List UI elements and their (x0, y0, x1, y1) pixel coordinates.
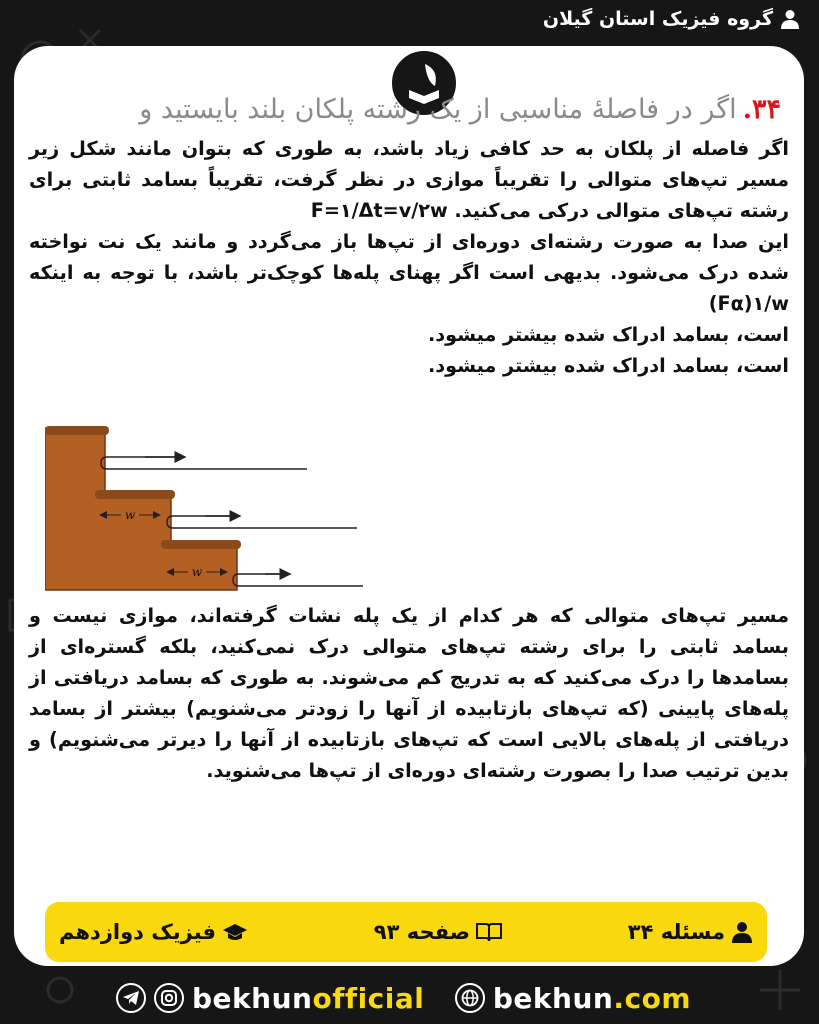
staircase-figure (45, 424, 365, 596)
website-suffix: .com (613, 981, 691, 1015)
stair-tread-1 (45, 426, 109, 435)
telegram-icon[interactable] (116, 983, 146, 1013)
paragraph-periodic-pulses: این صدا به صورت رشته‌ای دوره‌ای از تپ‌ها باز می‌گردد و مانند یک نت نواخته شده درک می‌شود. بدیهی است اگر پهنای پله‌ها کوچک‌تر باشد، با توجه به اینکه Fα)۱/w) (29, 230, 789, 315)
student-icon (731, 921, 753, 943)
stair-tread-3 (161, 540, 241, 549)
page-label: صفحه ۹۳ (373, 920, 471, 944)
globe-icon[interactable] (455, 983, 485, 1013)
footer-info-bar (45, 902, 767, 962)
book-label: فیزیک دوازدهم (59, 920, 217, 944)
social-handle[interactable] (116, 982, 424, 1015)
user-icon (781, 9, 799, 29)
problem-label: مسئله ۳۴ (627, 920, 725, 944)
social-handle-prefix: bekhun (192, 981, 313, 1015)
problem-number: ۳۴. (742, 94, 781, 125)
problem-number-badge (628, 920, 753, 944)
width-label-1: w (124, 508, 136, 522)
answer-text-bottom (29, 600, 789, 786)
problem-title (21, 94, 781, 125)
group-title-text: گروه فیزیک استان گیلان (542, 8, 773, 30)
stair-tread-2 (95, 490, 175, 499)
pulse-path-2 (167, 516, 357, 528)
social-handle-text[interactable] (192, 982, 424, 1015)
pulse-path-1 (101, 457, 307, 469)
problem-question: اگر در فاصلهٔ مناسبی از یک رشته پلکان بلند بایستید و (139, 94, 737, 125)
stair-body (45, 428, 237, 590)
book-title-badge (59, 920, 248, 944)
pulse-path-3 (233, 574, 363, 586)
page-number-badge (374, 920, 502, 944)
website-text[interactable] (493, 982, 691, 1015)
social-handle-suffix: official (312, 981, 425, 1015)
group-title (543, 8, 799, 30)
paragraph-parallel-paths: اگر فاصله از پلکان به حد کافی زیاد باشد، به طوری که بتوان مانند شکل زیر مسیر تپ‌های متوالی را تقریباً موازی در نظر گرفت، تقریباً بسامد ثابتی برای رشته تپ‌های متوالی درکی می‌کنید. F=۱/Δt=v/۲w (29, 137, 789, 222)
website-link[interactable] (455, 982, 691, 1015)
paragraph-frequency-increase: است، بسامد ادراک شده بیشتر میشود. (427, 323, 789, 346)
website-prefix: bekhun (492, 981, 614, 1015)
paragraph-frequency-increase-repeat: است، بسامد ادراک شده بیشتر میشود. (427, 354, 789, 377)
instagram-icon[interactable] (154, 983, 184, 1013)
open-book-icon (476, 922, 502, 942)
paragraph-nonparallel-paths: مسیر تپ‌های متوالی که هر کدام از یک پله نشات گرفته‌اند، موازی نیست و بسامد ثابتی را برای رشته تپ‌های متوالی درک نمی‌کنید، بلکه گستره‌ای از بسامدها را درک می‌کنید که به تدریج کم می‌شوند. به طوری که بسامد دریافتی از پله‌های پایینی (که تپ‌های بازتابیده از آنها را زودتر می‌شنویم) بیشتر از بسامد دریافتی از پله‌های بالایی است که تپ‌های بازتابیده از آنها را دیرتر می‌شنویم) و بدین ترتیب صدا را بصورت رشته‌ای دوره‌ای از تپ‌ها می‌شنوید. (29, 604, 789, 782)
bottom-links-bar (0, 972, 819, 1024)
graduation-cap-icon (222, 922, 248, 942)
answer-text-top (29, 133, 789, 381)
width-label-2: w (191, 565, 203, 579)
